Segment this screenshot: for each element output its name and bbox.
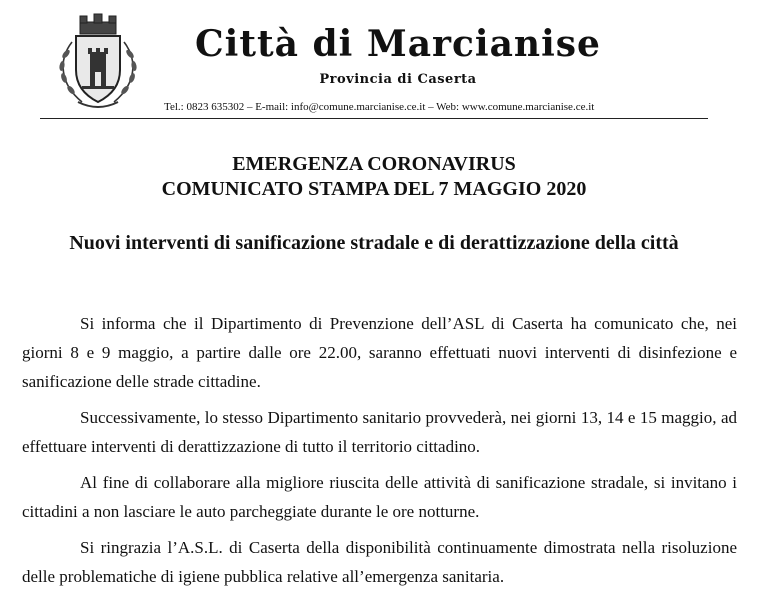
city-name: Città di Marcianise — [195, 23, 601, 65]
body-paragraph: Si ringrazia l’A.S.L. di Caserta della disponibilità continuamente dimostrata nella risoluzione delle problematiche di igiene pubblica relative all’emergenza sanitaria. — [22, 538, 737, 586]
contact-info: Tel.: 0823 635302 – E-mail: info@comune.marcianise.ce.it – Web: www.comune.marcianise.ce.it — [164, 101, 595, 113]
municipal-coat-of-arms-icon — [52, 12, 144, 112]
document-subtitle: Nuovi interventi di sanificazione stradale e di derattizzazione della città — [69, 232, 679, 254]
document-title-line-1: EMERGENZA CORONAVIRUS — [232, 153, 516, 175]
document-body — [22, 309, 737, 598]
body-paragraph: Si informa che il Dipartimento di Prevenzione dell’ASL di Caserta ha comunicato che, nei giorni 8 e 9 maggio, a partire dalle ore 22.00, saranno effettuati nuovi interventi di disinfezione e sanificazione delle strade cittadine. — [22, 314, 737, 391]
body-paragraph: Al fine di collaborare alla migliore riuscita delle attività di sanificazione stradale, si invitano i cittadini a non lasciare le auto parcheggiate durante le ore notturne. — [22, 473, 737, 521]
header-divider — [40, 118, 708, 119]
province-name: Provincia di Caserta — [319, 72, 477, 87]
document-title-line-2: COMUNICATO STAMPA DEL 7 MAGGIO 2020 — [161, 178, 587, 200]
body-paragraph: Successivamente, lo stesso Dipartimento sanitario provvederà, nei giorni 13, 14 e 15 maggio, ad effettuare interventi di derattizzazione di tutto il territorio cittadino. — [22, 408, 737, 456]
